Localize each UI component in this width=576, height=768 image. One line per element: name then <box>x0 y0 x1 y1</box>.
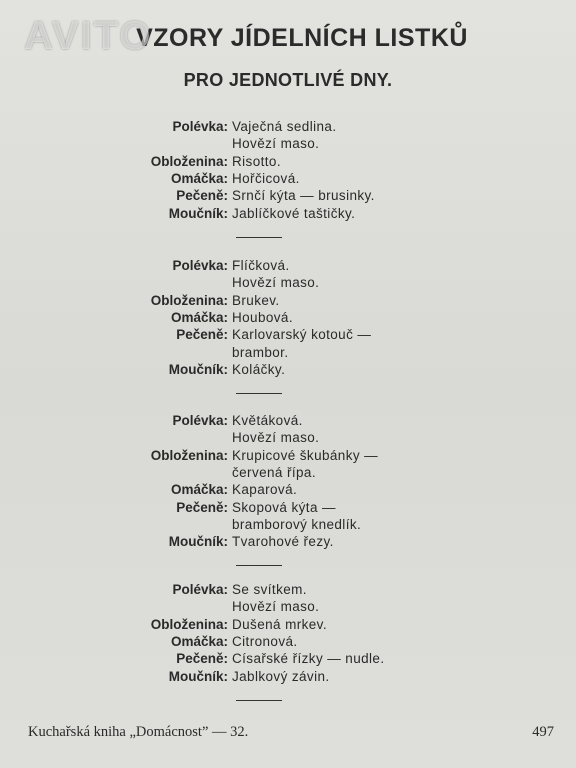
course-label: Moučník: <box>168 534 228 550</box>
course-label: Obloženina: <box>150 153 228 169</box>
page-title: VZORY JÍDELNÍCH LISTKŮ <box>136 24 468 52</box>
dish-text: brambor. <box>232 344 289 360</box>
menu-row <box>0 668 576 685</box>
menu-row <box>0 274 576 291</box>
separator-rule <box>236 565 282 566</box>
menu-row <box>0 205 576 222</box>
dish-text: Hovězí maso. <box>232 599 320 615</box>
separator-rule <box>236 393 282 394</box>
dish-text: Houbová. <box>232 309 293 325</box>
course-label: Polévka: <box>172 413 228 428</box>
dish-text: Karlovarský kotouč — <box>232 327 372 343</box>
separator-rule <box>236 237 282 238</box>
menu-row <box>0 344 576 361</box>
dish-text: Risotto. <box>232 153 281 169</box>
dish-text: Se svítkem. <box>232 582 307 597</box>
menu-row <box>0 633 576 650</box>
page-subtitle: PRO JEDNOTLIVÉ DNY. <box>183 70 393 90</box>
dish-text: Hovězí maso. <box>232 275 320 291</box>
menu-row <box>0 429 576 446</box>
watermark-logo: AVITO <box>24 14 153 58</box>
menu-row <box>0 412 576 429</box>
menu-row <box>0 153 576 170</box>
course-label: Omáčka: <box>170 633 228 649</box>
course-label: Pečeně: <box>176 188 228 204</box>
course-label: Moučník: <box>168 668 228 684</box>
course-label: Polévka: <box>172 582 228 597</box>
course-label: Obloženina: <box>150 447 228 463</box>
menu-row <box>0 170 576 187</box>
course-label: Omáčka: <box>170 170 228 186</box>
menu-row <box>0 650 576 667</box>
course-label: Polévka: <box>172 258 228 273</box>
dish-text: Krupicové škubánky — <box>232 447 379 463</box>
dish-text: Skopová kýta — <box>232 499 336 515</box>
dish-text: Hořčicová. <box>232 170 300 186</box>
menu-row <box>0 326 576 343</box>
page-number: 497 <box>532 724 554 740</box>
menu-row <box>0 516 576 533</box>
menu-row <box>0 309 576 326</box>
dish-text: červená řípa. <box>232 464 316 480</box>
dish-text: Císařské řízky — nudle. <box>232 651 385 667</box>
dish-text: Tvarohové řezy. <box>232 534 334 550</box>
menu-row <box>0 135 576 152</box>
menu-row <box>0 361 576 378</box>
menu-row <box>0 118 576 135</box>
course-label: Pečeně: <box>176 327 228 343</box>
course-label: Obloženina: <box>150 616 228 632</box>
dish-text: Srnčí kýta — brusinky. <box>232 188 375 204</box>
course-label: Obloženina: <box>150 292 228 308</box>
dish-text: Vaječná sedlina. <box>232 119 337 134</box>
dish-text: Květáková. <box>232 413 303 428</box>
dish-text: Flíčková. <box>232 258 290 273</box>
menu-row <box>0 481 576 498</box>
menu-row <box>0 616 576 633</box>
separator-rule <box>236 700 282 701</box>
dish-text: Hovězí maso. <box>232 430 320 446</box>
menu-row <box>0 292 576 309</box>
dish-text: Jablíčkové taštičky. <box>232 205 356 221</box>
menu-row <box>0 464 576 481</box>
course-label: Pečeně: <box>176 499 228 515</box>
menu-row <box>0 499 576 516</box>
dish-text: Kaparová. <box>232 482 298 498</box>
footer-book-title: Kuchařská kniha „Domácnost” — 32. <box>28 724 249 740</box>
course-label: Moučník: <box>168 361 228 377</box>
dish-text: Koláčky. <box>232 361 286 377</box>
menu-row <box>0 187 576 204</box>
menu-row <box>0 447 576 464</box>
dish-text: Dušená mrkev. <box>232 616 327 632</box>
dish-text: bramborový knedlík. <box>232 516 362 532</box>
dish-text: Hovězí maso. <box>232 136 320 152</box>
menu-row <box>0 533 576 550</box>
menu-row <box>0 598 576 615</box>
course-label: Omáčka: <box>170 482 228 498</box>
dish-text: Brukev. <box>232 292 280 308</box>
dish-text: Citronová. <box>232 633 298 649</box>
dish-text: Jablkový závin. <box>232 668 330 684</box>
course-label: Pečeně: <box>176 651 228 667</box>
menu-row <box>0 257 576 274</box>
course-label: Omáčka: <box>170 309 228 325</box>
menu-row <box>0 581 576 598</box>
course-label: Moučník: <box>168 205 228 221</box>
course-label: Polévka: <box>172 119 228 134</box>
